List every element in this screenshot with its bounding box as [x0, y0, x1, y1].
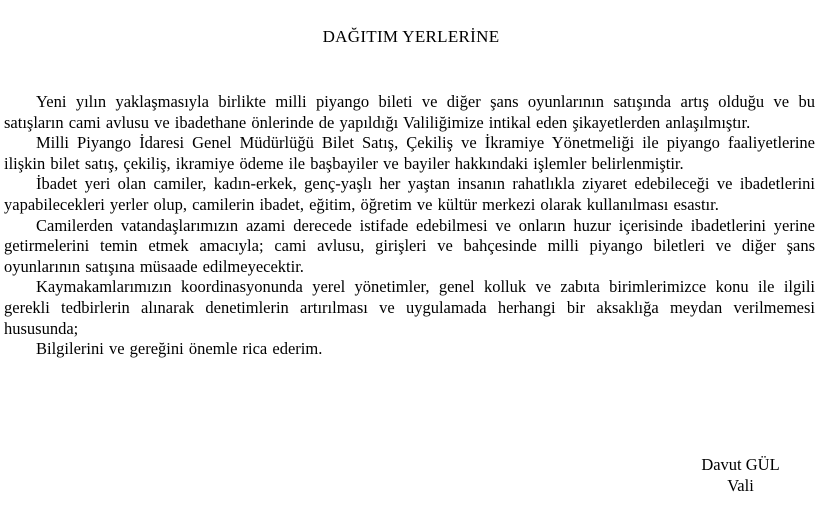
paragraph-prohibition: Camilerden vatandaşlarımızın azami derecede istifade edebilmesi ve onların huzur içerisinde ibadetlerini yerine getirmelerini temin etmek amacıyla; cami avlusu, girişleri ve bahçesinde milli piyango biletleri ve diğer şans oyunlarının satışına müsaade edilmeyecektir.: [4, 215, 815, 276]
paragraph-complaints: Yeni yılın yaklaşmasıyla birlikte milli piyango bileti ve diğer şans oyunlarının satışında artış olduğu ve bu satışların cami avlusu ve ibadethane önlerinde de yapıldığı Valiliğimize intikal eden şikayetlerden anlaşılmıştır.: [4, 92, 815, 132]
paragraph-mosques-purpose: İbadet yeri olan camiler, kadın-erkek, genç-yaşlı her yaştan insanın rahatlıkla ziyaret edebileceği ve ibadetlerini yapabilecekleri yerler olup, camilerin ibadet, eğitim, öğretim ve kültür merkezi olarak kullanılması esastır.: [4, 174, 815, 214]
paragraph-regulation: Milli Piyango İdaresi Genel Müdürlüğü Bilet Satış, Çekiliş ve İkramiye Yönetmeliği ile piyango faaliyetlerine ilişkin bilet satış, çekiliş, ikramiye ödeme ile başbayiler ve bayiler hakkındaki işlemler belirlenmiştir.: [4, 133, 815, 173]
signature-block: [659, 455, 822, 496]
paragraph-enforcement: Kaymakamlarımızın koordinasyonunda yerel yönetimler, genel kolluk ve zabıta birimlerimizce konu ile ilgili gerekli tedbirlerin alınarak denetimlerin artırılması ve uygulamada herhangi bir aksaklığa meydan verilmemesi hususunda;: [4, 277, 815, 338]
letter-body: [4, 92, 815, 360]
signatory-role: Vali: [727, 475, 754, 495]
document-title: DAĞITIM YERLERİNE: [322, 27, 500, 46]
closing-sentence: Bilgilerini ve gereğini önemle rica ederim.: [36, 339, 323, 359]
signatory-name: Davut GÜL: [701, 455, 780, 474]
